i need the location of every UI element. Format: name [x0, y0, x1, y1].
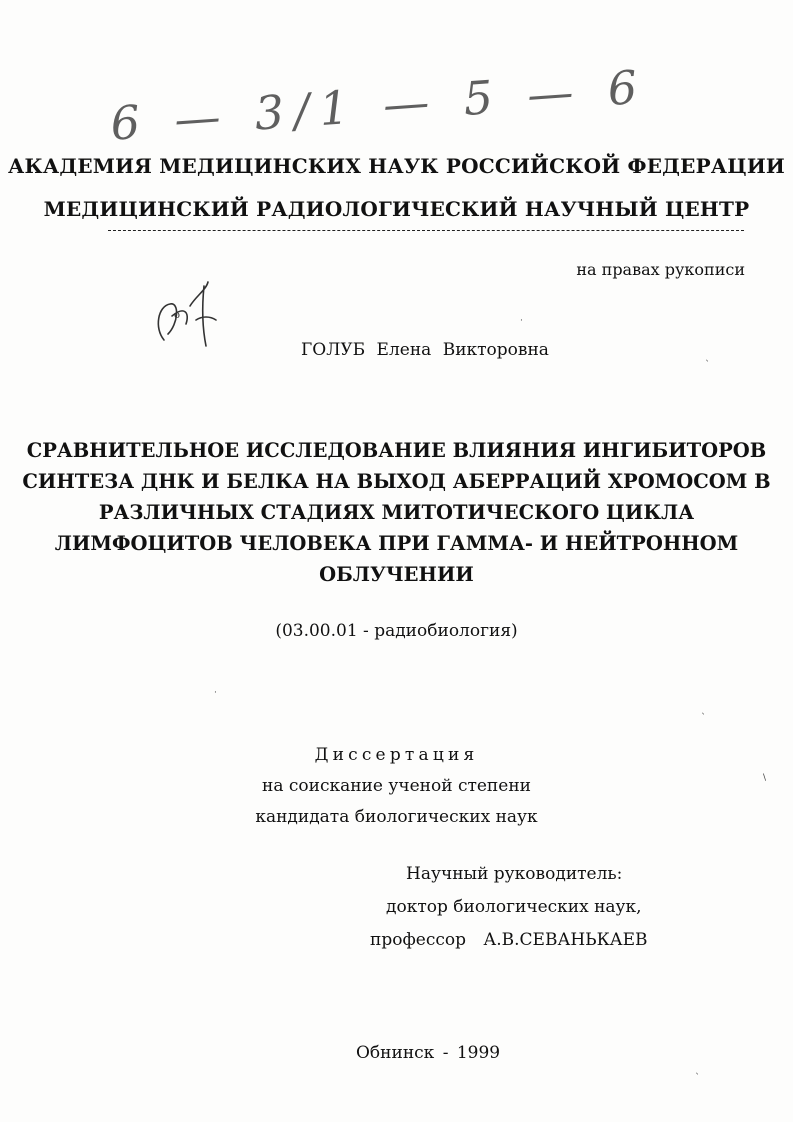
supervisor-label: Научный руководитель: [406, 864, 623, 884]
title-line: ОБЛУЧЕНИИ [319, 563, 474, 586]
academy-heading: АКАДЕМИЯ МЕДИЦИНСКИХ НАУК РОССИЙСКОЙ ФЕДЕРАЦИИ [7, 154, 786, 178]
title-line: СРАВНИТЕЛЬНОЕ ИССЛЕДОВАНИЕ ВЛИЯНИЯ ИНГИБИТОРОВ [26, 439, 767, 462]
title-line: РАЗЛИЧНЫХ СТАДИЯХ МИТОТИЧЕСКОГО ЦИКЛА [98, 501, 695, 524]
dissertation-statement [0, 740, 793, 833]
dissertation-label: Диссертация [314, 745, 479, 765]
specialty-code: (03.00.01 - радиобиология) [275, 621, 518, 641]
scan-speck: \ [763, 773, 767, 783]
archive-handwritten-note: 6 — 3/1 — 5 — 6 [108, 59, 649, 151]
manuscript-rights: на правах рукописи [576, 260, 745, 279]
dissertation-title [0, 435, 793, 590]
supervisor-name: профессор А.В.СЕВАНЬКАЕВ [370, 930, 648, 950]
scan-speck: ՝ [706, 360, 709, 370]
degree-purpose: на соискание ученой степени [261, 776, 531, 796]
handwritten-signature [150, 276, 220, 356]
place-and-year: Обнинск - 1999 [356, 1043, 501, 1063]
degree-name: кандидата биологических наук [255, 807, 538, 827]
svg-text:о: о [174, 310, 181, 321]
scan-speck: · [520, 316, 523, 326]
author-name: ГОЛУБ Елена Викторовна [301, 340, 549, 360]
header-divider [108, 230, 744, 231]
supervisor-block [370, 858, 700, 957]
scan-speck: ՝ [702, 713, 705, 723]
scan-speck: · [214, 688, 217, 698]
title-line: ЛИМФОЦИТОВ ЧЕЛОВЕКА ПРИ ГАММА- И НЕЙТРОННОМ [54, 532, 739, 555]
center-heading: МЕДИЦИНСКИЙ РАДИОЛОГИЧЕСКИЙ НАУЧНЫЙ ЦЕНТР [43, 197, 750, 221]
scan-speck: ՝ [696, 1073, 699, 1083]
title-line: СИНТЕЗА ДНК И БЕЛКА НА ВЫХОД АБЕРРАЦИЙ ХРОМОСОМ В [22, 470, 771, 493]
supervisor-degree: доктор биологических наук, [386, 897, 642, 917]
